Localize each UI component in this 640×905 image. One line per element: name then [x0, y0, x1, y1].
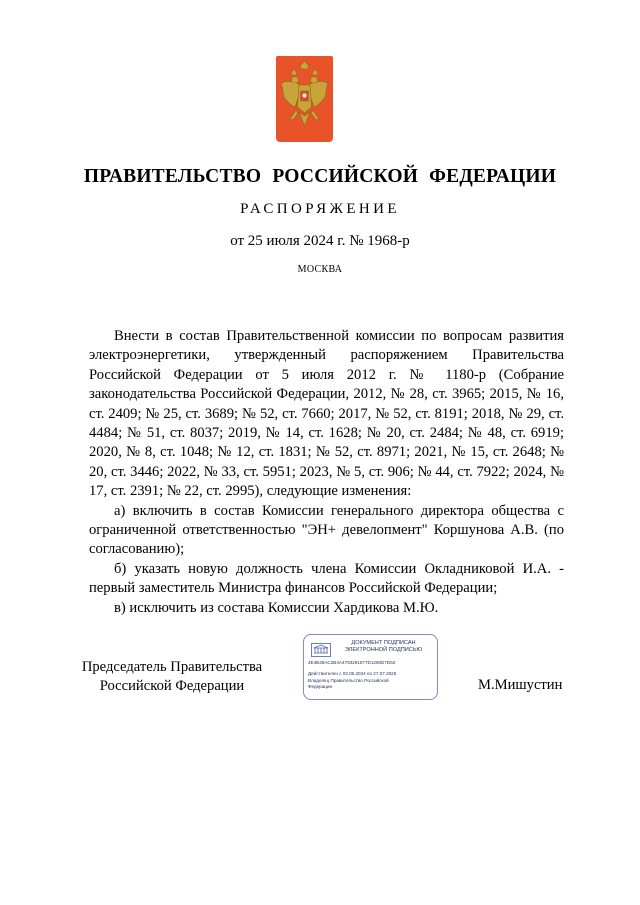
- order-paragraph-c: в) исключить из состава Комиссии Хардикова М.Ю.: [114, 599, 439, 616]
- signatory-title-line2: Российской Федерации: [99, 678, 245, 694]
- stamp-heading: [332, 640, 435, 654]
- government-title: ПРАВИТЕЛЬСТВО РОССИЙСКОЙ ФЕДЕРАЦИИ: [83, 166, 557, 187]
- order-paragraph-b: б) указать новую должность члена Комиссии Окладниковой И.А. - первый заместитель Министра финансов Российской Федерации;: [89, 560, 564, 597]
- order-body: [89, 327, 564, 618]
- stamp-certificate: 4E4B48AC2B4A4793291877D1280D7D62: [308, 660, 396, 665]
- signatory-title: [72, 658, 272, 696]
- stamp-owner-line1: Владелец Правительство Российской: [308, 678, 389, 683]
- signatory-title-line1: Председатель Правительства: [81, 659, 263, 675]
- double-headed-eagle-icon: [276, 56, 333, 142]
- document-date-number: от 25 июля 2024 г. № 1968-р: [230, 233, 410, 249]
- signature-emblem-icon: [311, 643, 331, 657]
- coat-of-arms-emblem: [276, 56, 333, 142]
- stamp-heading-line1: ДОКУМЕНТ ПОДПИСАН: [351, 640, 416, 646]
- electronic-signature-stamp: [303, 634, 438, 700]
- signatory-name: М.Мишустин: [478, 677, 563, 693]
- order-paragraph-intro: Внести в состав Правительственной комиссии по вопросам развития электроэнергетики, утвержденный распоряжением Правительства Российской Федерации от 5 июля 2012 г. № 1180-р (Собрание законодательства Российской Федерации, 2012, № 28, ст. 3965; 2015, № 16, ст. 2409; № 25, ст. 3689; № 52, ст. 7660; 2017, № 52, ст. 8191; 2018, № 29, ст. 4484; № 51, ст. 8037; 2019, № 14, ст. 1628; № 20, ст. 2484; № 48, ст. 6919; 2020, № 8, ст. 1048; № 12, ст. 1831; № 52, ст. 8971; 2021, № 15, ст. 2648; № 20, ст. 3446; 2022, № 33, ст. 5951; 2023, № 5, ст. 906; № 44, ст. 7922; 2024, № 17, ст. 2391; № 22, ст. 2995), следующие изменения:: [89, 328, 564, 500]
- stamp-validity: Действителен с 03.05.2024 по 27.07.2025: [308, 671, 397, 676]
- document-city: МОСКВА: [297, 264, 343, 275]
- stamp-owner-line2: Федерации: [308, 684, 333, 689]
- document-type: РАСПОРЯЖЕНИЕ: [240, 201, 400, 217]
- stamp-heading-line2: ЭЛЕКТРОННОЙ ПОДПИСЬЮ: [344, 647, 423, 653]
- order-paragraph-a: а) включить в состав Комиссии генерального директора общества с ограниченной ответственностью "ЭН+ девелопмент" Коршунова А.В. (по согласованию);: [89, 502, 564, 558]
